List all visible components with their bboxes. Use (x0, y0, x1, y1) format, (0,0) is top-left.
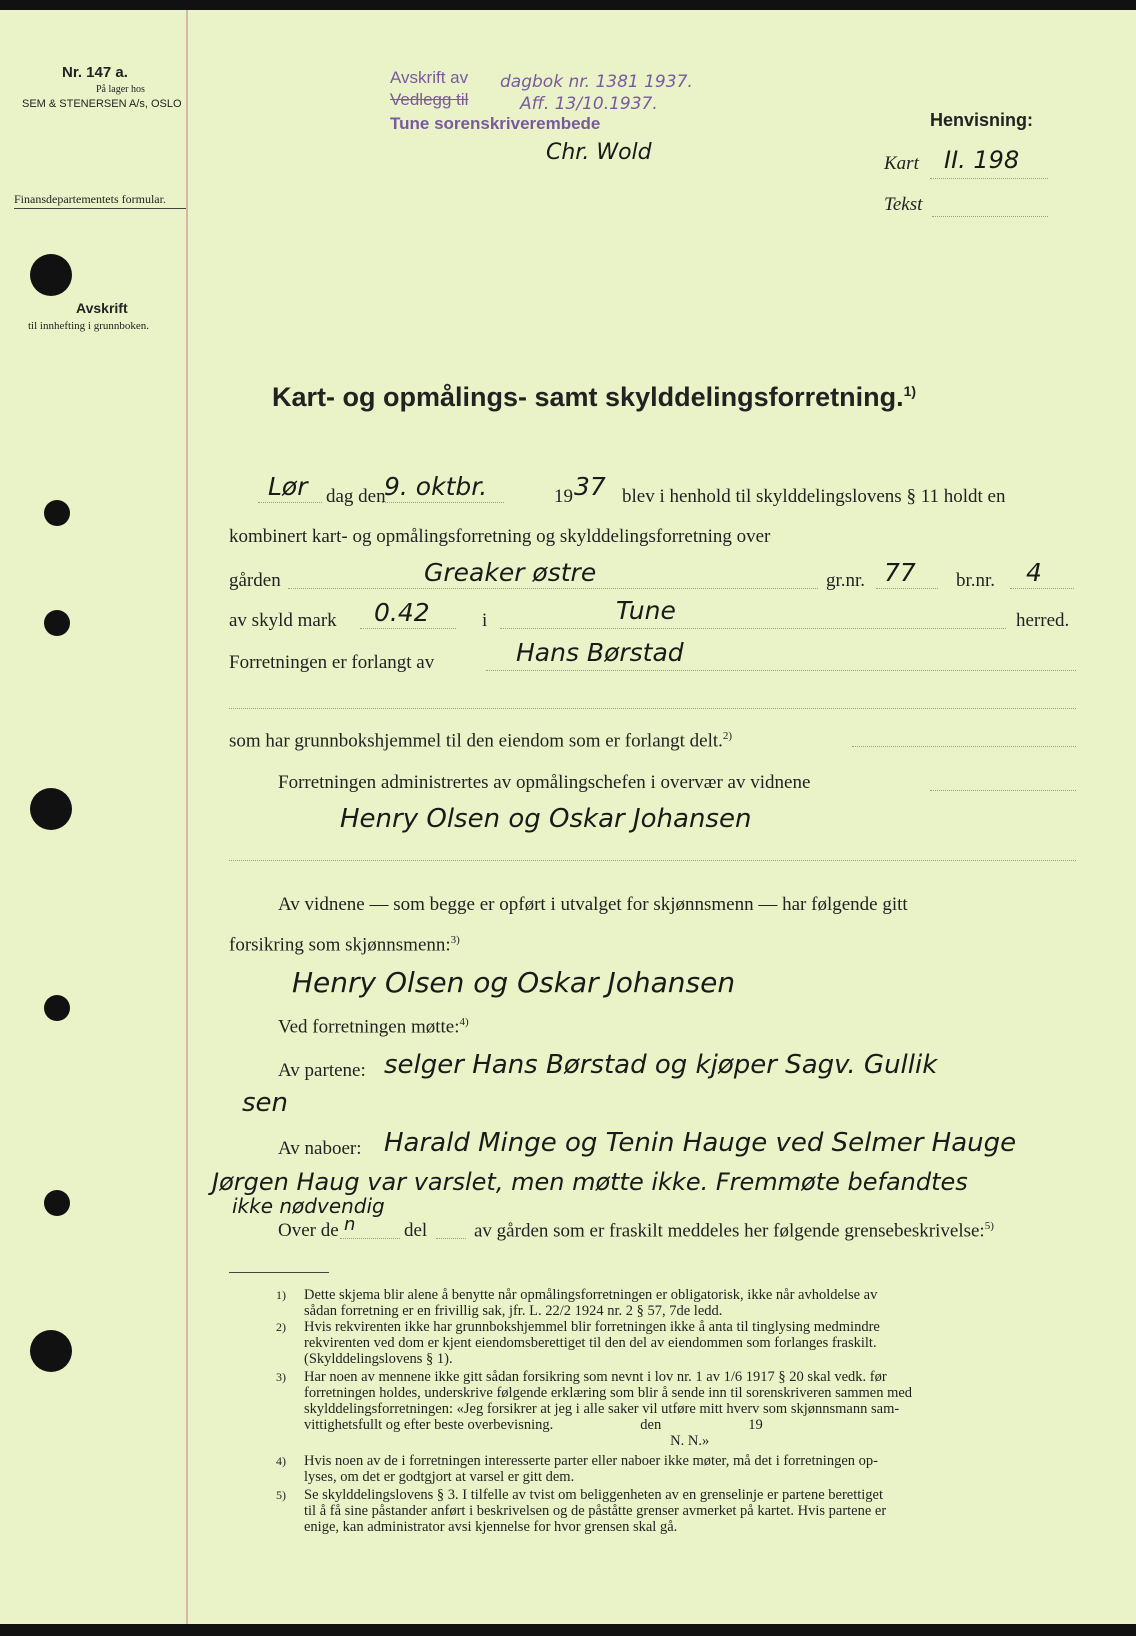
garden-line (288, 588, 818, 589)
grense-label: av gården som er fraskilt meddeles her følgende grensebeskrivelse: (474, 1220, 985, 1242)
tekst-line (932, 216, 1048, 217)
motte-footnote-ref: 4) (459, 1016, 469, 1028)
kart-value: II. 198 (944, 146, 1020, 174)
footnote-3-line4: vittighetsfullt og efter beste overbevisning. den 19 (304, 1417, 763, 1433)
forlangt-line (486, 670, 1076, 671)
line1-rest: blev i henhold til skylddelingslovens § 11 holdt en (622, 486, 1006, 507)
avskrift-label: Avskrift (76, 300, 128, 316)
naboer-hand-line1: Harald Minge og Tenin Hauge ved Selmer Hauge (384, 1128, 1017, 1158)
brnr-line (1010, 588, 1074, 589)
vidner-line (229, 860, 1076, 861)
footnote-rule (229, 1272, 329, 1273)
stamp-avskrift: Avskrift av (390, 68, 469, 87)
naboer-hand-line3: ikke nødvendig (232, 1194, 385, 1218)
skyld-line (360, 628, 456, 629)
naboer-hand-line2: Jørgen Haug var varslet, men møtte ikke. Fremmøte befandtes (212, 1168, 968, 1196)
over-label: Over de (278, 1220, 339, 1241)
footnote-2-num: 2) (276, 1320, 286, 1334)
footnote-3-line5: N. N.» (304, 1433, 710, 1449)
formular-underline (14, 208, 186, 209)
day-line (258, 502, 322, 503)
del-label: del (404, 1220, 428, 1241)
forlangt-label: Forretningen er forlangt av (229, 652, 435, 673)
grense-text (474, 1220, 994, 1242)
footnote-3-line1: Har noen av mennene ikke gitt sådan forsikring som nevnt i lov nr. 1 av 1/6 1917 § 20 skal vedk. før (304, 1369, 887, 1385)
partene-hand-line2: sen (242, 1088, 289, 1118)
publisher-line2: SEM & STENERSEN A/s, OSLO (22, 98, 182, 110)
henvisning-heading: Henvisning: (930, 110, 1034, 130)
skyld-label: av skyld mark (229, 610, 337, 631)
herred-label: herred. (1016, 610, 1070, 631)
herred-hand: Tune (616, 596, 676, 625)
brnr-hand: 4 (1026, 558, 1042, 587)
hjemmel-label: som har grunnbokshjemmel til den eiendom som er forlangt delt. (229, 730, 723, 752)
del-line (436, 1238, 466, 1239)
punch-hole (30, 1330, 72, 1372)
punch-hole (44, 995, 70, 1021)
motte-text (278, 1016, 469, 1038)
punch-hole (44, 610, 70, 636)
administrert-line (930, 790, 1076, 791)
skyld-hand: 0.42 (374, 598, 430, 627)
hjemmel-line (852, 746, 1076, 747)
tekst-label: Tekst (884, 194, 923, 215)
naboer-label: Av naboer: (278, 1138, 362, 1159)
stamp-vedlegg: Vedlegg til (390, 90, 469, 109)
footnote-2-line2: rekvirenten ved dom er kjent eiendomsberettiget til den del av eiendommen som forlanges fraskilt. (304, 1335, 877, 1351)
grense-footnote-ref: 5) (984, 1220, 994, 1232)
footnote-3-line2: forretningen holdes, underskrive følgende erklæring som blir å sende inn til sorenskriveren sammen med (304, 1385, 913, 1401)
footnote-1-line2: sådan forretning er en frivillig sak, jfr. L. 22/2 1924 nr. 2 § 57, 7de ledd. (304, 1303, 723, 1319)
footnote-1-num: 1) (276, 1288, 286, 1302)
day-hand: Lør (268, 472, 308, 501)
herred-line (500, 628, 1006, 629)
i-label: i (482, 610, 488, 631)
punch-hole (30, 254, 72, 296)
punch-hole (44, 500, 70, 526)
grnr-label: gr.nr. (826, 570, 866, 591)
date-line (382, 502, 504, 503)
garden-hand: Greaker østre (424, 558, 597, 587)
kart-line (930, 178, 1048, 179)
year-prefix: 19 (554, 486, 573, 507)
punch-hole (44, 1190, 70, 1216)
footnote-4-line1: Hvis noen av de i forretningen interesserte parter eller naboer ikke møter, må det i forretningen op- (304, 1453, 878, 1469)
year-hand: 37 (574, 472, 606, 501)
garden-label: gården (229, 570, 281, 591)
line2: kombinert kart- og opmålingsforretning og skylddelingsforretning over (229, 526, 771, 547)
partene-label: Av partene: (278, 1060, 366, 1081)
forsikring-hand: Henry Olsen og Oskar Johansen (292, 966, 736, 999)
vidner-text-line1: Av vidnene — som begge er opført i utvalget for skjønnsmenn — har følgende gitt (278, 894, 908, 915)
over-line (340, 1238, 400, 1239)
title-text: Kart- og opmålings- samt skylddelingsforretning. (272, 382, 904, 412)
footnote-3-num: 3) (276, 1370, 286, 1384)
document-page (0, 10, 1136, 1624)
kart-label: Kart (884, 153, 919, 174)
vidner-text-line2 (229, 934, 460, 956)
stamp-dagbok: dagbok nr. 1381 1937. (500, 72, 693, 92)
title-footnote-ref: 1) (903, 383, 917, 399)
footnote-5-line2: til å få sine påstander anført i beskrivelsen og de påståtte grenser avmerket på kartet. Hvis partene er (304, 1503, 887, 1519)
footnote-1-line1: Dette skjema blir alene å benytte når opmålingsforretningen er obligatorisk, ikke når avholdelse av (304, 1287, 878, 1303)
vidner-label: forsikring som skjønnsmenn: (229, 934, 451, 956)
footnote-2-line3: (Skylddelingslovens § 1). (304, 1351, 453, 1367)
footnote-5-line3: enige, kan administrator avsi kjennelse for hvor grensen skal gå. (304, 1519, 678, 1535)
motte-label: Ved forretningen møtte: (278, 1016, 460, 1038)
forlangt-line2 (229, 708, 1076, 709)
forlangt-hand: Hans Børstad (516, 638, 684, 667)
footnote-3-line3: skylddelingsforretningen: «Jeg forsikrer at jeg i alle saker vil utføre mitt hverv som skjønnsmann sam- (304, 1401, 900, 1417)
vidner-hand: Henry Olsen og Oskar Johansen (340, 804, 752, 834)
avskrift-subtitle: til innhefting i grunnboken. (28, 320, 149, 332)
document-title (272, 382, 916, 413)
footnote-4-line2: lyses, om det er godtgjort at varsel er gitt dem. (304, 1469, 575, 1485)
footnote-5-line1: Se skylddelingslovens § 3. I tilfelle av tvist om beliggenheten av en grenselinje er partene berettiget (304, 1487, 884, 1503)
footnote-4-num: 4) (276, 1454, 286, 1468)
hjemmel-text (229, 730, 732, 752)
form-formular: Finansdepartementets formular. (14, 192, 166, 206)
date-hand: 9. oktbr. (384, 472, 488, 501)
administrert-text: Forretningen administrertes av opmålingschefen i overvær av vidnene (278, 772, 811, 793)
form-number: Nr. 147 a. (62, 64, 128, 81)
punch-hole (30, 788, 72, 830)
stamp-date: Aff. 13/10.1937. (520, 94, 658, 114)
stamp-office: Tune sorenskriverembede (390, 114, 601, 133)
brnr-label: br.nr. (956, 570, 996, 591)
footnote-5-num: 5) (276, 1488, 286, 1502)
margin-rule (186, 10, 188, 1624)
over-hand: n (344, 1214, 356, 1235)
footnote-2-line1: Hvis rekvirenten ikke har grunnbokshjemmel blir forretningen ikke å anta til tinglysing medmindre (304, 1319, 880, 1335)
date-label: dag den (326, 486, 386, 507)
publisher-line1: På lager hos (96, 84, 145, 95)
vidner-footnote-ref: 3) (450, 934, 460, 946)
grnr-line (876, 588, 938, 589)
partene-hand-line1: selger Hans Børstad og kjøper Sagv. Gullik (384, 1050, 938, 1080)
hjemmel-footnote-ref: 2) (722, 730, 733, 742)
stamp-signature: Chr. Wold (546, 140, 652, 165)
grnr-hand: 77 (884, 558, 916, 587)
